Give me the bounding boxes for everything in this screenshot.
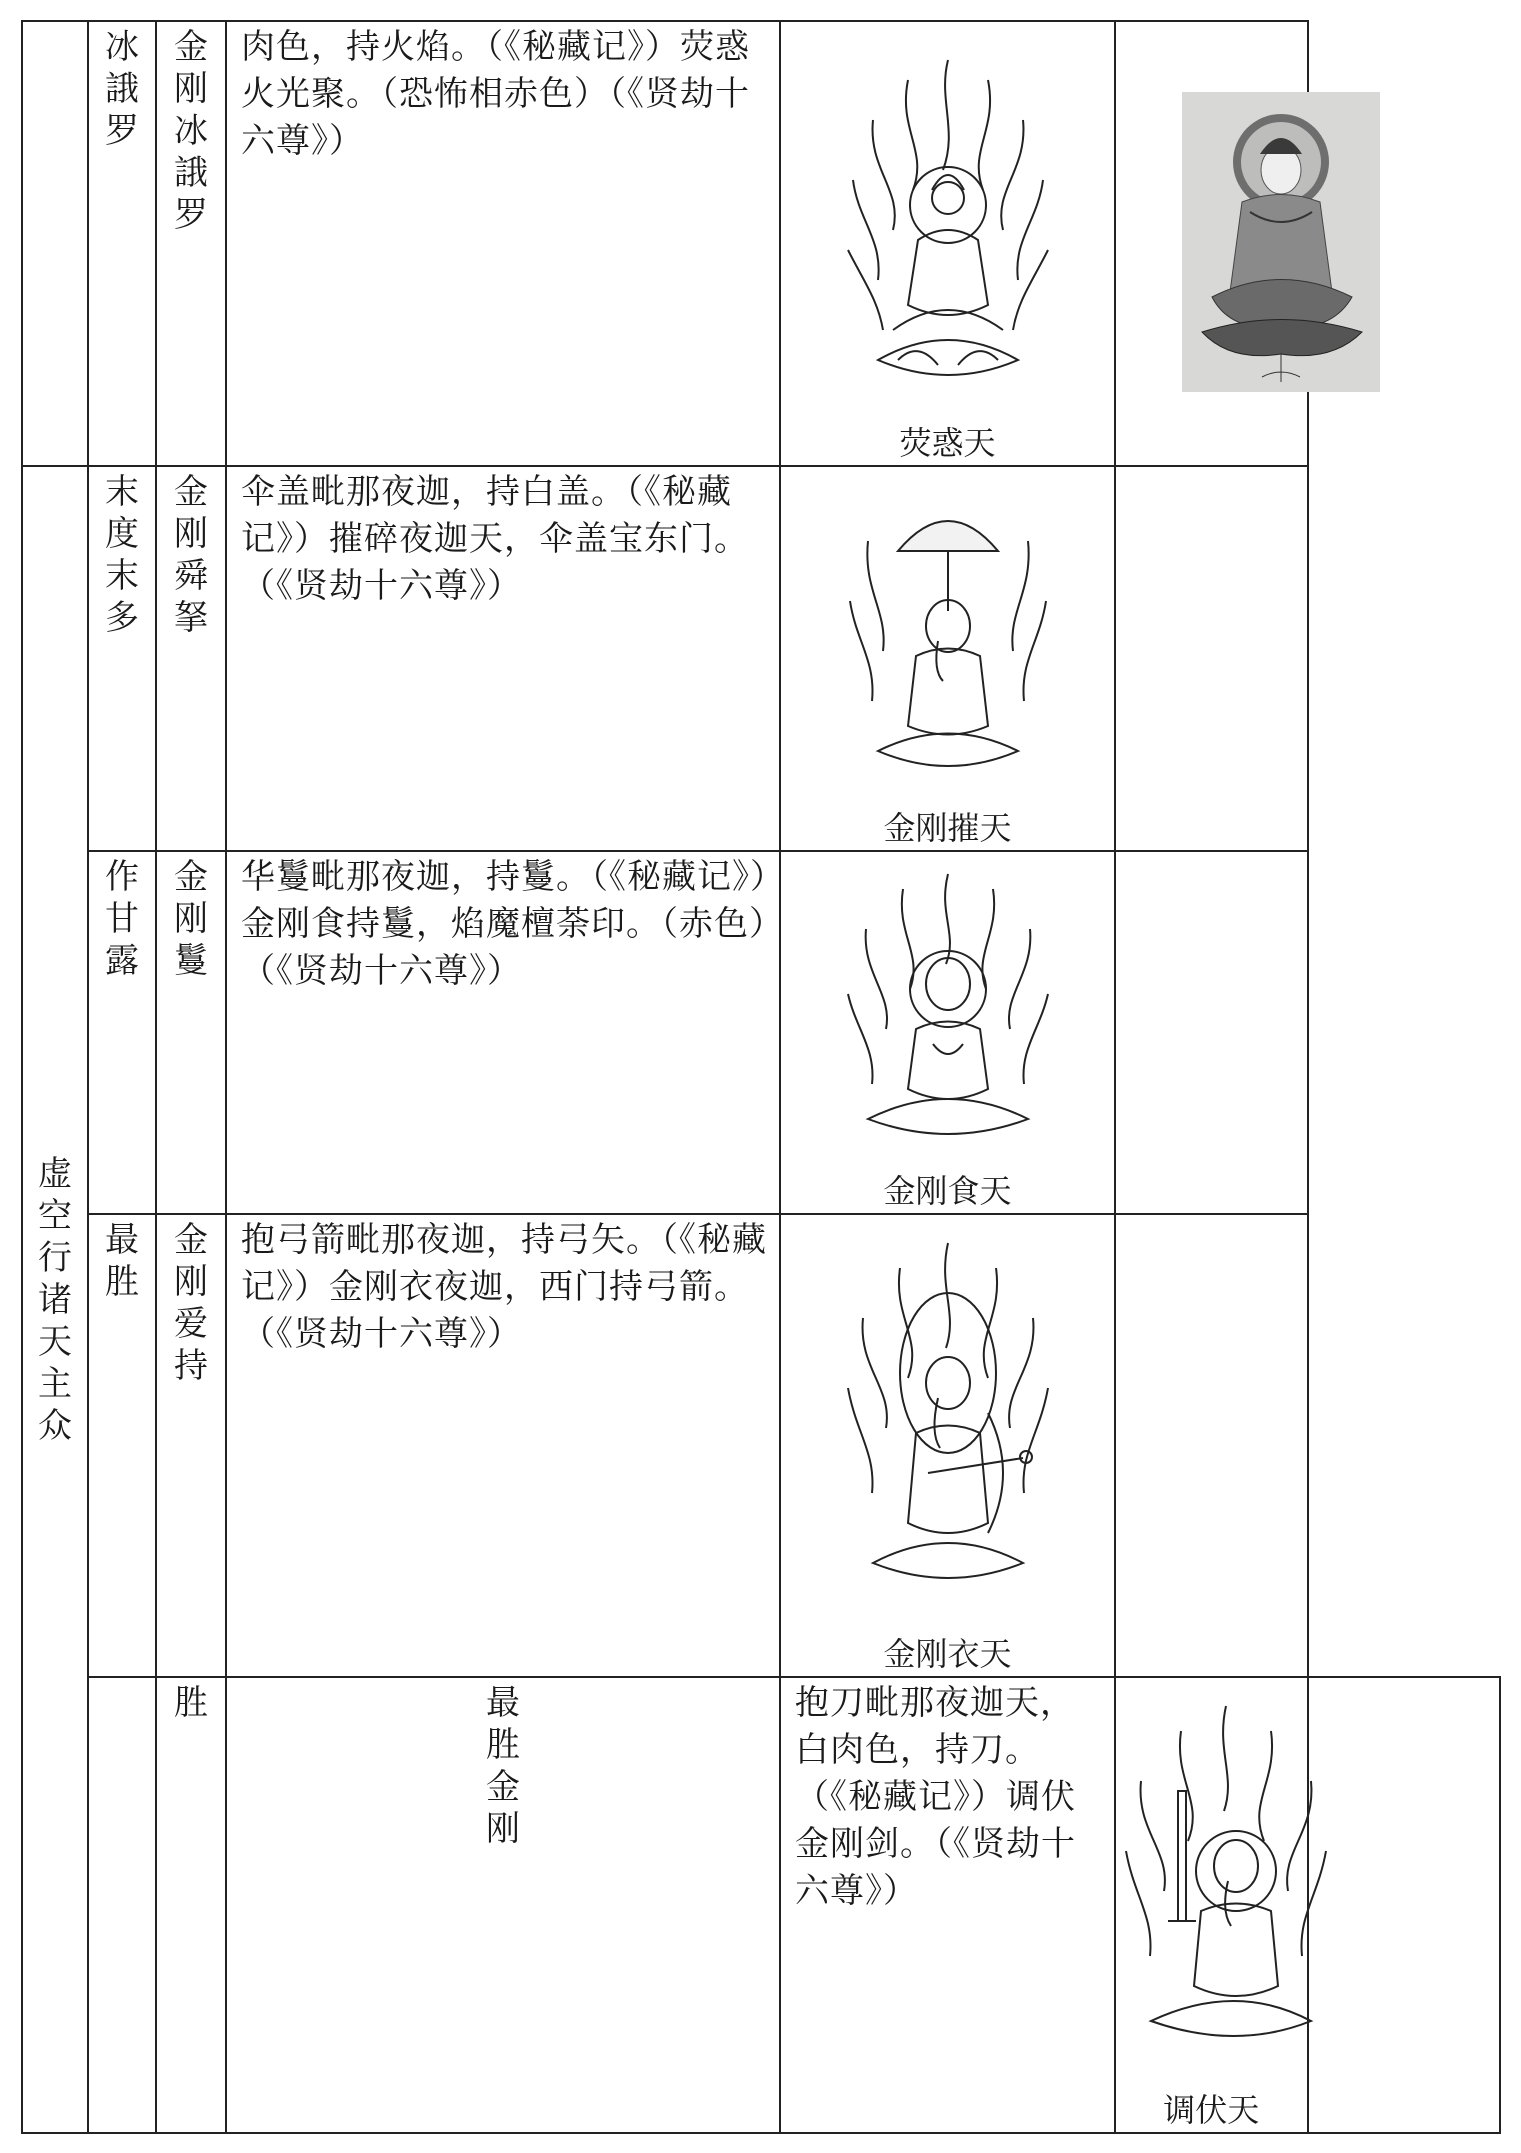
painted-deity-photo	[1182, 92, 1380, 392]
table-row	[22, 1677, 1500, 2133]
vertical-char: 虚	[38, 1153, 72, 1194]
vertical-char: 刚	[174, 514, 208, 554]
table-row	[22, 851, 1500, 1214]
vertical-char: 行	[38, 1237, 72, 1278]
vertical-char: 金	[174, 1220, 208, 1260]
vertical-char: 金	[174, 472, 208, 512]
vertical-char: 罗	[174, 195, 208, 235]
photo-cell-empty	[1115, 1214, 1308, 1677]
illustration-cell	[780, 1214, 1115, 1677]
illustration-caption: 金刚摧天	[883, 809, 1012, 847]
vertical-char: 金	[174, 857, 208, 897]
alias-cell	[226, 1677, 780, 2133]
vertical-char: 刚	[174, 1262, 208, 1302]
vertical-char: 天	[38, 1321, 72, 1362]
vertical-char: 刚	[174, 69, 208, 109]
name-cell	[88, 466, 156, 851]
group-cell-empty	[22, 21, 88, 466]
vertical-char: 露	[105, 941, 139, 981]
name-label	[89, 467, 155, 639]
illustration-caption: 荧惑天	[899, 424, 996, 462]
vertical-char: 爱	[174, 1304, 208, 1344]
alias-label	[157, 467, 225, 639]
alias-cell	[156, 1214, 226, 1677]
vertical-char: 鬘	[174, 941, 208, 981]
name-cell	[88, 1214, 156, 1677]
table-row	[22, 21, 1500, 466]
vertical-char: 誐	[174, 153, 208, 193]
name-cell	[88, 21, 156, 466]
illustration-caption: 金刚食天	[883, 1172, 1012, 1210]
photo-cell-empty	[1308, 1677, 1501, 2133]
deity-table	[21, 20, 1501, 2134]
illustration-caption: 调伏天	[1163, 2091, 1260, 2129]
name-label	[89, 852, 155, 982]
description-text: 抱刀毗那夜迦天，白肉色，持刀。（《秘藏记》）调伏金刚剑。（《贤劫十六尊》）	[795, 1683, 1076, 1911]
alias-label	[157, 1215, 225, 1387]
vertical-char: 拏	[174, 598, 208, 638]
illustration-cell	[1115, 1677, 1308, 2133]
name-label	[157, 1678, 225, 1724]
group-cell	[22, 466, 88, 2133]
vertical-char: 最	[105, 1220, 139, 1260]
table-row	[22, 1214, 1500, 1677]
alias-label	[227, 1678, 779, 1850]
vertical-char: 持	[174, 1346, 208, 1386]
vertical-char: 冰	[105, 27, 139, 67]
name-cell	[88, 851, 156, 1214]
illustration-caption: 金刚衣天	[883, 1635, 1012, 1673]
alias-label	[157, 852, 225, 982]
vertical-char: 甘	[105, 899, 139, 939]
photo-cell-empty	[1115, 851, 1308, 1214]
description-cell	[226, 21, 780, 466]
illustration-cell	[780, 466, 1115, 851]
alias-label	[157, 22, 225, 236]
vertical-char: 罗	[105, 111, 139, 151]
group-cell-empty	[88, 1677, 156, 2133]
name-label	[89, 1215, 155, 1303]
vertical-char: 主	[38, 1363, 72, 1404]
description-text: 抱弓箭毗那夜迦，持弓矢。（《秘藏记》）金刚衣夜迦，西门持弓箭。（《贤劫十六尊》）	[241, 1220, 767, 1354]
alias-cell	[156, 851, 226, 1214]
vertical-char: 胜	[174, 1683, 208, 1723]
vertical-char: 作	[105, 857, 139, 897]
description-cell	[226, 466, 780, 851]
vertical-char: 舜	[174, 556, 208, 596]
description-text: 华鬘毗那夜迦，持鬘。（《秘藏记》）金刚食持鬘，焰魔檀荼印。（赤色）（《贤劫十六尊》）	[241, 857, 768, 991]
vertical-char: 度	[105, 514, 139, 554]
name-cell	[156, 1677, 226, 2133]
vertical-char: 誐	[105, 69, 139, 109]
photo-cell-empty	[1115, 466, 1308, 851]
elephant-deity-sword-icon	[1116, 1696, 1336, 2086]
vertical-char: 刚	[486, 1809, 520, 1849]
illustration-cell	[780, 851, 1115, 1214]
vertical-char: 多	[105, 598, 139, 638]
description-cell	[780, 1677, 1115, 2133]
photo-cell	[1115, 21, 1308, 466]
vertical-char: 冰	[174, 111, 208, 151]
vertical-char: 最	[486, 1683, 520, 1723]
vertical-char: 空	[38, 1195, 72, 1236]
alias-cell	[156, 21, 226, 466]
vertical-char: 胜	[105, 1262, 139, 1302]
vertical-char: 金	[486, 1767, 520, 1807]
description-cell	[226, 1214, 780, 1677]
vertical-char: 众	[38, 1405, 72, 1446]
vertical-char: 末	[105, 556, 139, 596]
table-row	[22, 466, 1500, 851]
vertical-char: 诸	[38, 1279, 72, 1320]
elephant-deity-umbrella-icon	[838, 481, 1058, 801]
vertical-char: 胜	[486, 1725, 520, 1765]
vertical-char: 金	[174, 27, 208, 67]
illustration-cell	[780, 21, 1115, 466]
group-label	[23, 1153, 87, 1447]
description-cell	[226, 851, 780, 1214]
elephant-deity-garland-icon	[838, 864, 1058, 1164]
elephant-deity-bow-icon	[838, 1233, 1058, 1633]
vertical-char: 末	[105, 472, 139, 512]
name-label	[89, 22, 155, 152]
description-text: 肉色，持火焰。（《秘藏记》）荧惑火光聚。（恐怖相赤色）（《贤劫十六尊》）	[241, 27, 750, 161]
vertical-char: 刚	[174, 899, 208, 939]
description-text: 伞盖毗那夜迦，持白盖。（《秘藏记》）摧碎夜迦天，伞盖宝东门。（《贤劫十六尊》）	[241, 472, 749, 606]
alias-cell	[156, 466, 226, 851]
seated-deity-flames-icon	[838, 40, 1058, 425]
